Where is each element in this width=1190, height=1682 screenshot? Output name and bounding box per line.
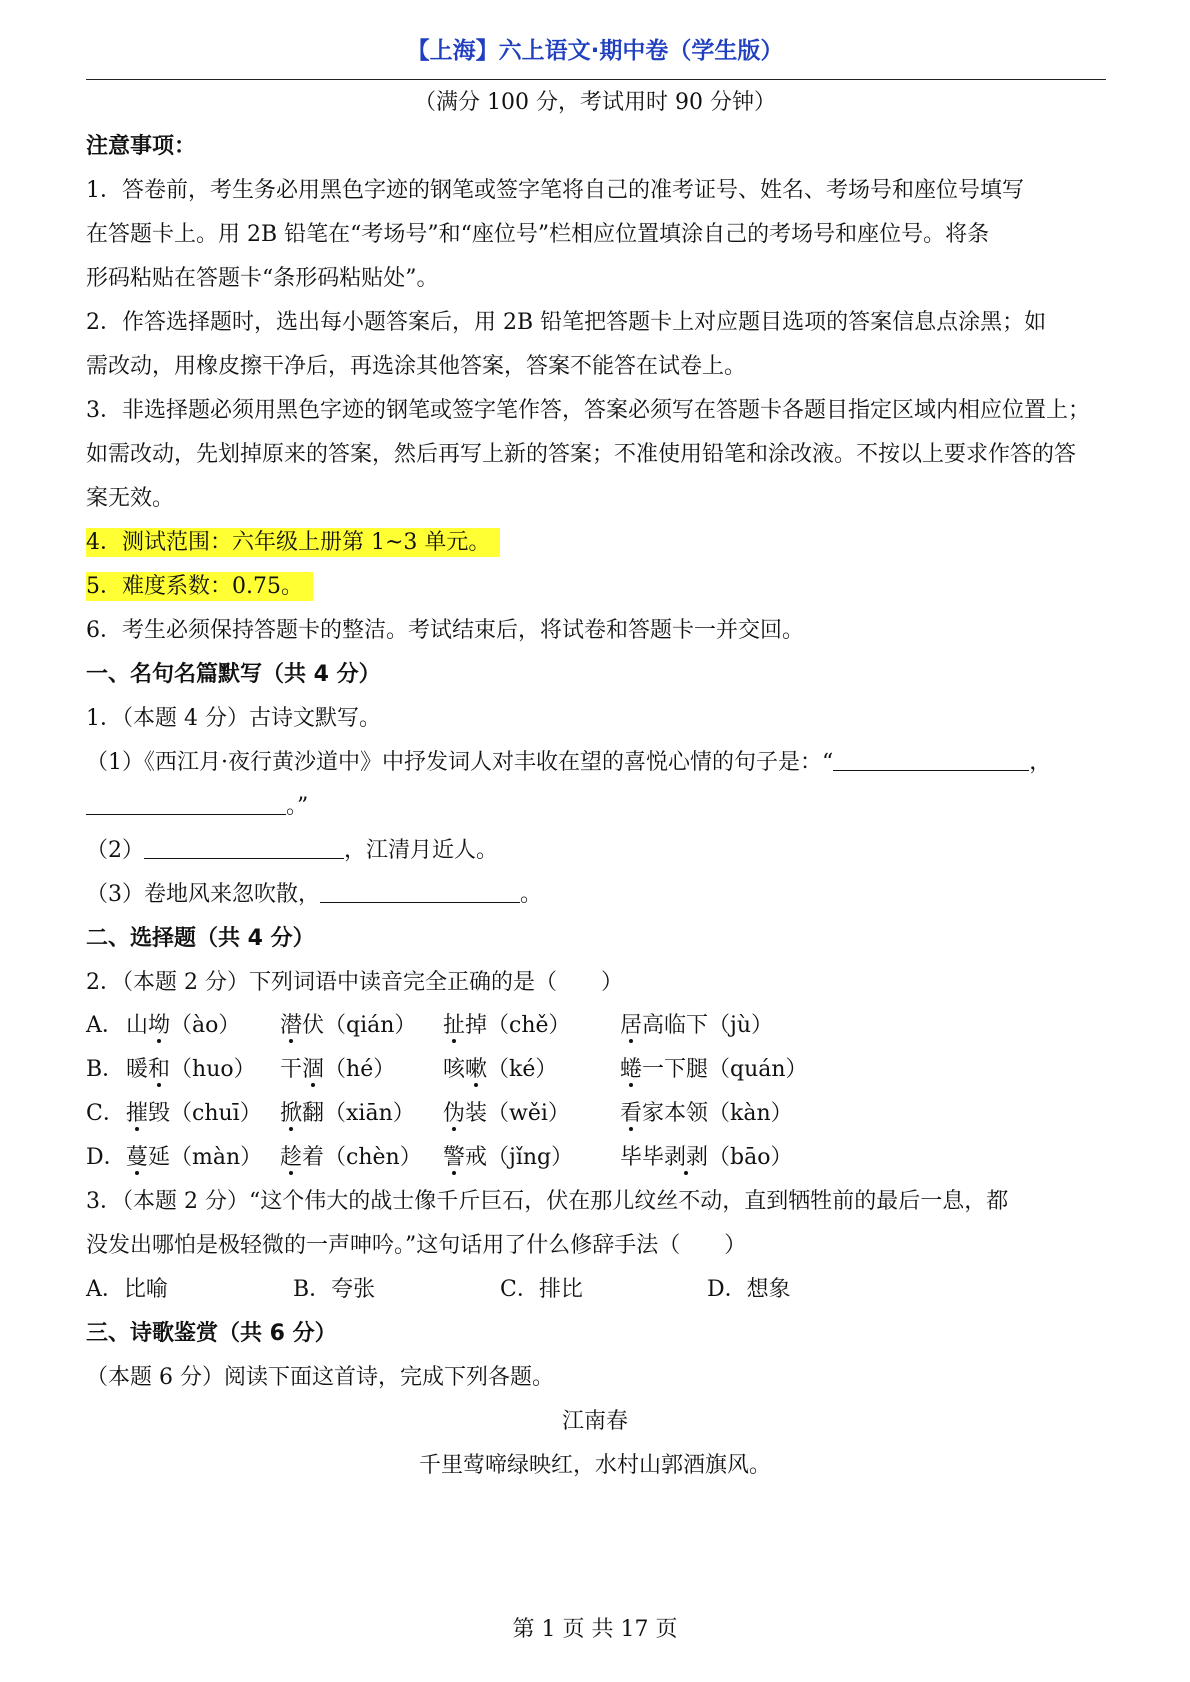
word-prefix: 暖 bbox=[126, 1057, 149, 1082]
q2-option-label[interactable]: D． bbox=[86, 1145, 126, 1170]
q3-option-a[interactable]: A．比喻 bbox=[86, 1277, 168, 1302]
word-prefix: 毕毕 bbox=[620, 1145, 665, 1170]
notice-line: 3．非选择题必须用黑色字迹的钢笔或签字笔作答，答案必须写在答题卡各题目指定区域内相应位置上； bbox=[86, 398, 1091, 423]
dotted-character: 看 bbox=[620, 1101, 643, 1126]
notice-heading: 注意事项： bbox=[86, 134, 197, 159]
word-suffix: 翻（xiān） bbox=[302, 1101, 415, 1126]
dotted-character: 蜷 bbox=[620, 1057, 643, 1082]
dotted-character: 蔓 bbox=[126, 1145, 149, 1170]
highlight-text: 5．难度系数：0.75。 bbox=[86, 572, 313, 601]
question-label: （2） bbox=[86, 838, 144, 863]
q2-option-word bbox=[126, 1011, 240, 1041]
word-suffix: 装（wěi） bbox=[465, 1101, 570, 1126]
answer-blank[interactable] bbox=[833, 748, 1029, 771]
q2-option-word bbox=[620, 1099, 793, 1129]
word-suffix: （ào） bbox=[170, 1013, 241, 1038]
q2-option-word bbox=[126, 1099, 262, 1129]
page-number: 第 1 页 共 17 页 bbox=[512, 1617, 678, 1642]
word-suffix: 延（màn） bbox=[148, 1145, 263, 1170]
dotted-character: 扯 bbox=[443, 1013, 466, 1038]
section-1-title: 一、名句名篇默写（共 4 分） bbox=[86, 662, 381, 687]
word-suffix: （ké） bbox=[487, 1057, 558, 1082]
dotted-character: 居 bbox=[620, 1013, 643, 1038]
section-3-intro: （本题 6 分）阅读下面这首诗，完成下列各题。 bbox=[86, 1365, 554, 1390]
punctuation: ， bbox=[1029, 750, 1052, 775]
dotted-character: 趁 bbox=[280, 1145, 303, 1170]
q2-option-word bbox=[280, 1011, 416, 1041]
notice-line: 在答题卡上。用 2B 铅笔在“考场号”和“座位号”栏相应位置填涂自己的考场号和座位号。将条 bbox=[86, 222, 990, 247]
word-suffix: （bāo） bbox=[708, 1145, 793, 1170]
word-suffix: 一下腿（quán） bbox=[642, 1057, 808, 1082]
question-2: 2．（本题 2 分）下列词语中读音完全正确的是（ ） bbox=[86, 970, 623, 995]
dotted-character: 摧 bbox=[126, 1101, 149, 1126]
header-divider bbox=[86, 79, 1106, 80]
word-suffix: 家本领（kàn） bbox=[642, 1101, 793, 1126]
word-prefix: 咳 bbox=[443, 1057, 466, 1082]
dotted-character: 涸 bbox=[302, 1057, 325, 1082]
q2-option-word bbox=[280, 1143, 422, 1173]
q2-option-label[interactable]: B． bbox=[86, 1057, 125, 1082]
question-1-1-continued bbox=[86, 792, 308, 822]
word-suffix: （hé） bbox=[324, 1057, 396, 1082]
page-header-title: 【上海】六上语文·期中卷（学生版） bbox=[406, 38, 784, 64]
q2-option-word bbox=[620, 1055, 808, 1085]
dotted-character: 剥剥 bbox=[664, 1145, 709, 1170]
punctuation: 。 bbox=[520, 882, 543, 907]
answer-blank[interactable] bbox=[86, 792, 286, 815]
word-suffix: 着（chèn） bbox=[302, 1145, 422, 1170]
punctuation: 。” bbox=[286, 794, 309, 819]
word-suffix: 掉（chě） bbox=[465, 1013, 571, 1038]
word-suffix: 高临下（jù） bbox=[642, 1013, 774, 1038]
poem-title: 江南春 bbox=[561, 1409, 628, 1434]
dotted-character: 伪 bbox=[443, 1101, 466, 1126]
q2-option-label[interactable]: A． bbox=[86, 1013, 124, 1038]
answer-blank[interactable] bbox=[144, 836, 344, 859]
q2-option-label[interactable]: C． bbox=[86, 1101, 125, 1126]
q2-option-word bbox=[443, 1011, 571, 1041]
q2-option-word bbox=[280, 1055, 395, 1085]
notice-line: 6．考生必须保持答题卡的整洁。考试结束后，将试卷和答题卡一并交回。 bbox=[86, 618, 804, 643]
notice-line: 形码粘贴在答题卡“条形码粘贴处”。 bbox=[86, 266, 439, 291]
notice-line: 2．作答选择题时，选出每小题答案后，用 2B 铅笔把答题卡上对应题目选项的答案信息点涂黑；如 bbox=[86, 310, 1047, 335]
word-suffix: 伏（qián） bbox=[302, 1013, 417, 1038]
question-text: （1）《西江月·夜行黄沙道中》中抒发词人对丰收在望的喜悦心情的句子是：“ bbox=[86, 750, 834, 775]
question-1-3 bbox=[86, 880, 542, 910]
question-1-1 bbox=[86, 748, 1051, 778]
dotted-character: 嗽 bbox=[465, 1057, 488, 1082]
question-text: ，江清月近人。 bbox=[344, 838, 499, 863]
highlight-text: 4．测试范围：六年级上册第 1~3 单元。 bbox=[86, 528, 500, 557]
q2-option-word bbox=[443, 1143, 573, 1173]
section-3-title: 三、诗歌鉴赏（共 6 分） bbox=[86, 1321, 337, 1346]
question-text: （3）卷地风来忽吹散， bbox=[86, 882, 320, 907]
question-3-line-1: 3．（本题 2 分）“这个伟大的战士像千斤巨石，伏在那儿纹丝不动，直到牺牲前的最后一息，都 bbox=[86, 1189, 1009, 1214]
notice-line: 案无效。 bbox=[86, 486, 175, 511]
question-1-2 bbox=[86, 836, 498, 866]
word-suffix: 毁（chuī） bbox=[148, 1101, 262, 1126]
dotted-character: 掀 bbox=[280, 1101, 303, 1126]
poem-line: 千里莺啼绿映红，水村山郭酒旗风。 bbox=[418, 1453, 771, 1478]
section-2-title: 二、选择题（共 4 分） bbox=[86, 926, 315, 951]
q3-option-c[interactable]: C．排比 bbox=[500, 1277, 583, 1302]
question-1: 1．（本题 4 分）古诗文默写。 bbox=[86, 706, 381, 731]
exam-info: （满分 100 分，考试用时 90 分钟） bbox=[414, 90, 776, 115]
q2-option-word bbox=[126, 1055, 256, 1085]
dotted-character: 和 bbox=[148, 1057, 171, 1082]
notice-line: 如需改动，先划掉原来的答案，然后再写上新的答案；不准使用铅笔和涂改液。不按以上要求作答的答 bbox=[86, 442, 1077, 467]
notice-highlight-difficulty bbox=[86, 572, 313, 602]
q3-option-b[interactable]: B．夸张 bbox=[293, 1277, 376, 1302]
notice-highlight-scope bbox=[86, 528, 500, 558]
notice-line: 需改动，用橡皮擦干净后，再选涂其他答案，答案不能答在试卷上。 bbox=[86, 354, 747, 379]
notice-line: 1．答卷前，考生务必用黑色字迹的钢笔或签字笔将自己的准考证号、姓名、考场号和座位号填写 bbox=[86, 178, 1025, 203]
dotted-character: 潜 bbox=[280, 1013, 303, 1038]
question-3-line-2: 没发出哪怕是极轻微的一声呻吟。”这句话用了什么修辞手法（ ） bbox=[86, 1233, 747, 1258]
word-prefix: 干 bbox=[280, 1057, 303, 1082]
answer-blank[interactable] bbox=[320, 880, 520, 903]
dotted-character: 警 bbox=[443, 1145, 466, 1170]
word-suffix: 戒（jǐng） bbox=[465, 1145, 574, 1170]
q2-option-word bbox=[620, 1143, 792, 1173]
q2-option-word bbox=[443, 1055, 557, 1085]
q2-option-word bbox=[443, 1099, 570, 1129]
q2-option-word bbox=[280, 1099, 415, 1129]
dotted-character: 坳 bbox=[148, 1013, 171, 1038]
word-prefix: 山 bbox=[126, 1013, 149, 1038]
q2-option-word bbox=[126, 1143, 262, 1173]
q2-option-word bbox=[620, 1011, 773, 1041]
word-suffix: （huo） bbox=[170, 1057, 256, 1082]
q3-option-d[interactable]: D．想象 bbox=[707, 1277, 791, 1302]
